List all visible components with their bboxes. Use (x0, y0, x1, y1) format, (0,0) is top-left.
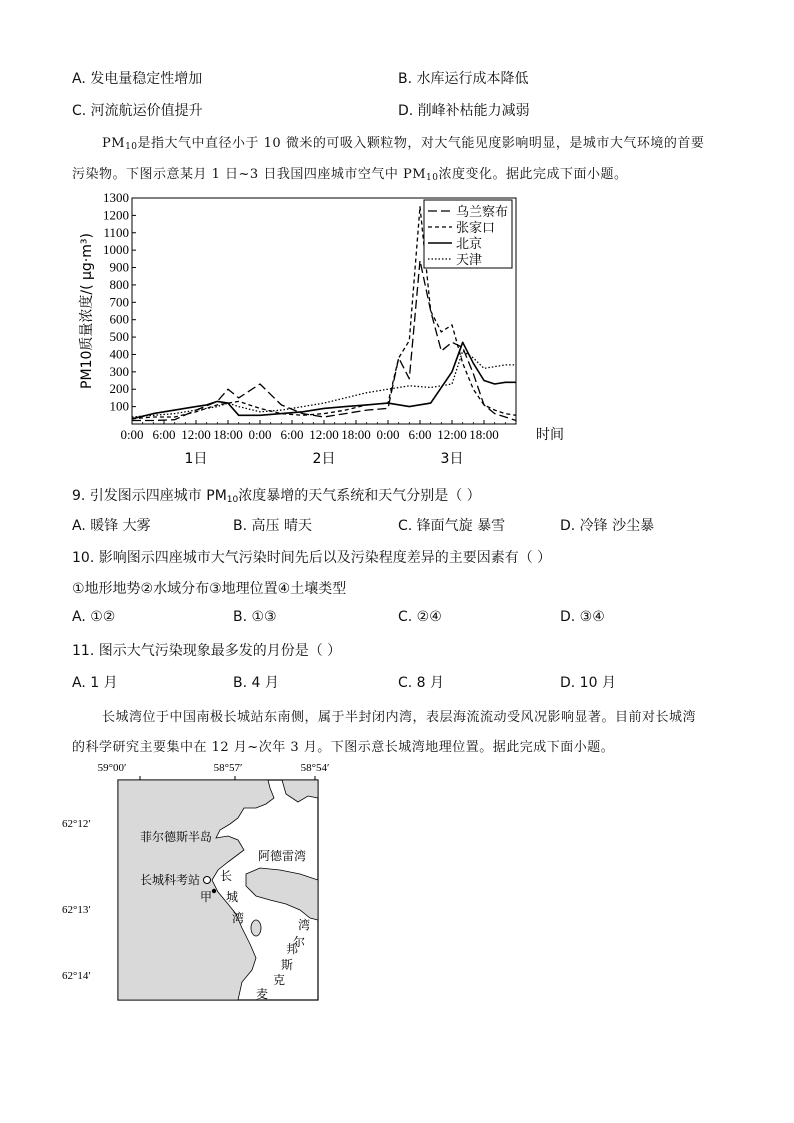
x-tick-label: 6:00 (408, 427, 432, 442)
q9-option-c: C. 锋面气旋 暴雪 (398, 518, 506, 534)
great-wall-bay-char-2: 城 (226, 890, 239, 904)
x-tick-label: 18:00 (213, 427, 243, 442)
maxwell-bay-char-5: 克 (273, 973, 286, 987)
legend-label: 张家口 (456, 221, 496, 236)
q8-option-a: A. 发电量稳定性增加 (72, 71, 203, 87)
q9-stem: 9. 引发图示四座城市 $PM_{10}$浓度暴增的天气系统和天气分别是（ ） (72, 488, 481, 505)
lat-label-2: 62°13′ (62, 904, 91, 916)
q8-option-b: B. 水库运行成本降低 (398, 71, 529, 87)
x-tick-label: 0:00 (248, 427, 272, 442)
x-tick-label: 18:00 (341, 427, 371, 442)
q10-option-c: C. ②④ (398, 609, 442, 625)
adelie-bay-label: 阿德雷湾 (258, 849, 307, 863)
q9-option-b: B. 高压 晴天 (233, 518, 312, 534)
q9-option-d: D. 冷锋 沙尘暴 (560, 518, 655, 534)
q9-option-a: A. 暖锋 大雾 (72, 518, 151, 534)
q10-option-b: B. ①③ (233, 609, 277, 625)
q10-stem: 10. 影响图示四座城市大气污染时间先后以及污染程度差异的主要因素有（ ） (72, 550, 552, 566)
y-tick-label: 100 (109, 398, 129, 414)
series-line-3 (132, 342, 516, 419)
q11-option-c: C. 8 月 (398, 675, 445, 691)
x-axis-label: 时间 (536, 427, 564, 443)
passage1-line2: 污染物。下图示意某月 1 日~3 日我国四座城市空气中 $PM_{10}$浓度变化。据此完成下面小题。 (72, 167, 628, 183)
y-tick-label: 1100 (103, 224, 129, 240)
q10-option-a: A. ①② (72, 609, 116, 625)
station-marker (204, 877, 211, 884)
passage2-line1: 长城湾位于中国南极长城站东南侧，属于半封闭内湾，表层海流流动受风况影响显著。目前对长城湾 (102, 710, 697, 725)
maxwell-bay-char-4: 斯 (281, 958, 294, 972)
y-tick-label: 400 (109, 346, 129, 362)
x-tick-label: 0:00 (376, 427, 400, 442)
station-label: 长城科考站 (140, 873, 201, 887)
y-tick-label: 800 (109, 276, 129, 292)
great-wall-bay-map (60, 758, 330, 1008)
y-tick-label: 1000 (103, 242, 129, 258)
lon-label-1: 59°00′ (97, 762, 127, 774)
peninsula-label: 菲尔德斯半岛 (140, 830, 213, 844)
q11-option-d: D. 10 月 (560, 675, 616, 691)
point-jia-label: 甲 (200, 890, 213, 904)
passage1-line1: $PM_{10}$是指大气中直径小于 10 微米的可吸入颗粒物，对大气能见度影响明显，是城市大气环境的首要 (102, 136, 705, 152)
day-label: 2日 (312, 451, 336, 467)
maxwell-bay-char-2: 尔 (293, 935, 306, 949)
lat-label-3: 62°14′ (62, 970, 91, 982)
x-tick-label: 12:00 (181, 427, 211, 442)
legend-label: 北京 (456, 237, 483, 252)
x-tick-label: 12:00 (309, 427, 339, 442)
small-island (251, 920, 261, 936)
x-tick-label: 18:00 (469, 427, 499, 442)
maxwell-bay-char-3: 邦 (286, 942, 299, 956)
legend-label: 乌兰察布 (456, 205, 509, 220)
pm10-line-chart (70, 190, 570, 470)
maxwell-bay-char-1: 湾 (298, 918, 311, 932)
y-tick-label: 600 (109, 311, 129, 327)
q10-items: ①地形地势②水域分布③地理位置④土壤类型 (72, 581, 347, 597)
y-tick-label: 500 (109, 329, 129, 345)
y-axis-label: PM10质量浓度/( μg·m³) (79, 233, 95, 389)
x-tick-label: 12:00 (437, 427, 467, 442)
q8-option-d: D. 削峰补枯能力减弱 (398, 103, 530, 119)
q8-option-c: C. 河流航运价值提升 (72, 103, 203, 119)
great-wall-bay-char-1: 长 (220, 869, 233, 883)
lat-label-1: 62°12′ (62, 818, 91, 830)
x-tick-label: 0:00 (120, 427, 144, 442)
point-jia-marker (212, 889, 216, 893)
day-label: 1日 (184, 451, 208, 467)
q11-option-b: B. 4 月 (233, 675, 279, 691)
q11-stem: 11. 图示大气污染现象最多发的月份是（ ） (72, 643, 342, 659)
y-tick-label: 900 (109, 259, 129, 275)
lon-label-3: 58°54′ (300, 762, 330, 774)
y-tick-label: 300 (109, 363, 129, 379)
q10-option-d: D. ③④ (560, 609, 605, 625)
y-tick-label: 700 (109, 294, 129, 310)
maxwell-bay-char-6: 麦 (256, 987, 269, 1001)
x-tick-label: 6:00 (152, 427, 176, 442)
passage2-line2: 的科学研究主要集中在 12 月~次年 3 月。下图示意长城湾地理位置。据此完成下面小题。 (72, 740, 615, 755)
great-wall-bay-char-3: 湾 (232, 911, 245, 925)
y-tick-label: 1300 (103, 190, 129, 205)
x-tick-label: 6:00 (280, 427, 304, 442)
q11-option-a: A. 1 月 (72, 675, 118, 691)
series-line-1 (132, 261, 516, 421)
y-tick-label: 1200 (103, 207, 129, 223)
day-label: 3日 (440, 451, 464, 467)
legend-label: 天津 (456, 253, 483, 268)
y-tick-label: 200 (109, 381, 129, 397)
lon-label-2: 58°57′ (213, 762, 243, 774)
